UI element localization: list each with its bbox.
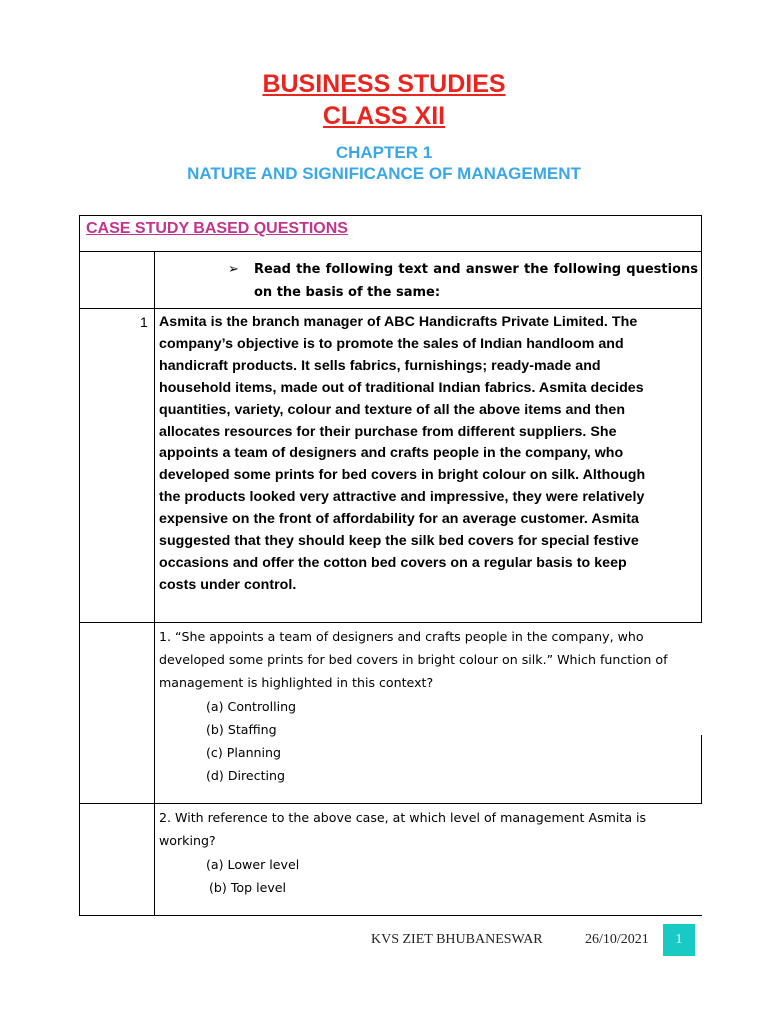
passage-line: occasions and offer the cotton bed covers on a regular basis to keep xyxy=(159,554,627,571)
table-border-left xyxy=(79,215,80,915)
question-line: developed some prints for bed covers in bright colour on silk.” Which function of xyxy=(159,652,668,667)
chapter-number: CHAPTER 1 xyxy=(335,143,433,162)
chapter-title: NATURE AND SIGNIFICANCE OF MANAGEMENT xyxy=(187,164,581,183)
case-number: 1 xyxy=(140,314,148,330)
option-b: (b) Staffing xyxy=(206,722,277,737)
table-row-divider xyxy=(79,308,702,309)
table-row-divider xyxy=(79,622,702,623)
question-line: management is highlighted in this context? xyxy=(159,675,434,690)
passage-line: developed some prints for bed covers in bright colour on silk. Although xyxy=(159,467,646,484)
option-c: (c) Planning xyxy=(206,745,282,760)
option-a: (a) Lower level xyxy=(206,857,300,872)
passage-line: company’s objective is to promote the sales of Indian handloom and xyxy=(159,335,624,352)
passage-line: costs under control. xyxy=(159,576,297,593)
option-b: (b) Top level xyxy=(209,880,287,895)
instruction xyxy=(228,258,698,304)
table-row-divider xyxy=(79,803,702,804)
page-number: 1 xyxy=(663,924,695,956)
passage-line: handicraft products. It sells fabrics, furnishings; ready-made and xyxy=(159,357,601,374)
class-title: CLASS XII xyxy=(322,102,446,130)
option-d: (d) Directing xyxy=(206,768,286,783)
passage-line: the products looked very attractive and impressive, they were relatively xyxy=(159,489,645,506)
passage-line: appoints a team of designers and crafts people in the company, who xyxy=(159,445,624,462)
question-line: working? xyxy=(159,833,216,848)
table-border-right xyxy=(701,215,702,622)
passage-line: Asmita is the branch manager of ABC Handicrafts Private Limited. The xyxy=(159,314,638,330)
footer-organization: KVS ZIET BHUBANESWAR xyxy=(371,932,543,947)
arrow-icon: ➢ xyxy=(228,262,239,277)
option-a: (a) Controlling xyxy=(206,699,297,714)
document-title: BUSINESS STUDIES xyxy=(262,70,506,98)
question-2 xyxy=(159,806,699,852)
passage-line: expensive on the front of affordability for an average customer. Asmita xyxy=(159,511,639,528)
question-line: 1. “She appoints a team of designers and crafts people in the company, who xyxy=(159,629,644,644)
section-heading: CASE STUDY BASED QUESTIONS xyxy=(86,220,348,237)
case-passage xyxy=(159,312,699,597)
passage-line: household items, made out of traditional Indian fabrics. Asmita decides xyxy=(159,379,644,396)
instruction-text: Read the following text and answer the following questions on the basis of the same: xyxy=(254,262,698,300)
passage-line: suggested that they should keep the silk bed covers for special festive xyxy=(159,533,639,550)
question-line: 2. With reference to the above case, at which level of management Asmita is xyxy=(159,810,647,825)
passage-line: quantities, variety, colour and texture of all the above items and then xyxy=(159,401,626,418)
table-border-bottom xyxy=(79,915,702,916)
question-1 xyxy=(159,625,699,694)
passage-line: allocates resources for their purchase from different suppliers. She xyxy=(159,423,617,440)
table-border-right xyxy=(701,735,702,803)
table-row-divider xyxy=(79,251,702,252)
table-column-divider xyxy=(154,251,155,915)
footer-date: 26/10/2021 xyxy=(585,932,649,947)
table-border-top xyxy=(79,215,702,216)
